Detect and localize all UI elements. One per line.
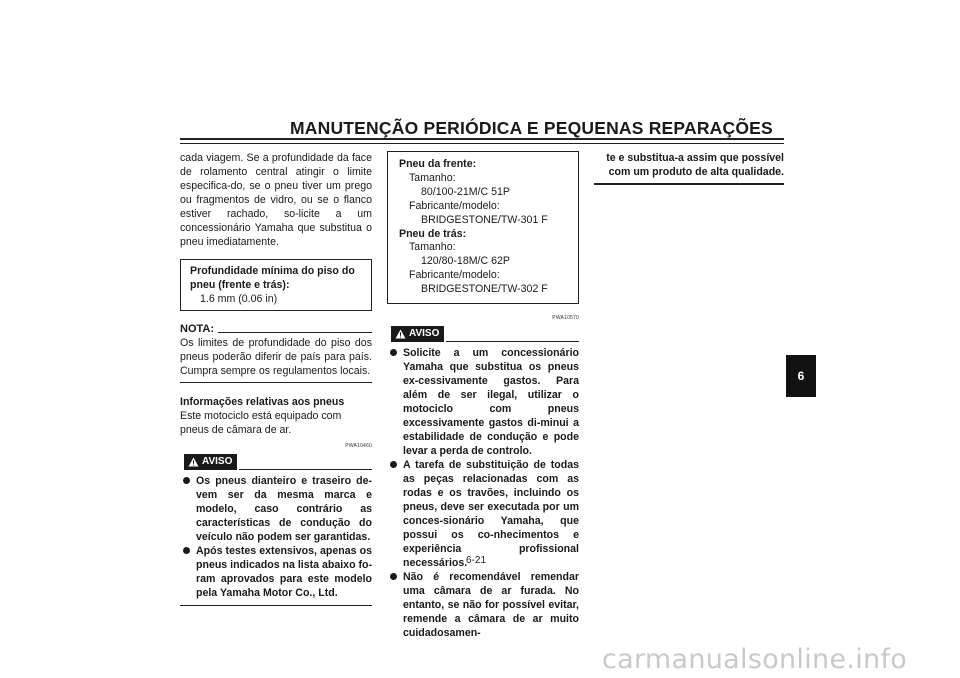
- min-depth-value: 1.6 mm (0.06 in): [200, 293, 278, 305]
- rear-tire-label: Pneu de trás:: [399, 227, 467, 240]
- section-heading: Informações relativas aos pneus: [180, 396, 345, 408]
- warning-list: [387, 346, 579, 640]
- warning-code: PWA10570: [552, 315, 579, 322]
- column-1: [180, 151, 372, 606]
- warning-code: PWA10460: [345, 443, 372, 449]
- watermark: carmanualsonline.info: [602, 644, 908, 675]
- warning-end-rule: [594, 183, 784, 185]
- rear-size-label: Tamanho:: [409, 241, 456, 254]
- warning-rule: [239, 469, 372, 470]
- warning-badge: [391, 326, 444, 342]
- warning-label: AVISO: [202, 456, 233, 467]
- warning-end-rule: [180, 605, 372, 606]
- page-number: 6-21: [466, 555, 487, 566]
- nota-rule: [218, 332, 372, 333]
- front-maker-label: Fabricante/modelo:: [409, 199, 500, 212]
- list-item: Após testes extensivos, apenas os pneus indicados na lista abaixo fo-ram aprovados para este modelo pela Yamaha Motor Co., Ltd.: [180, 544, 372, 600]
- list-item: Solicite a um concessionário Yamaha que substitua os pneus ex-cessivamente gastos. Para além de ser ilegal, utilizar o motociclo com pneus excessivamente gastos di-minui a estabilidade de condução e pode levar a perda de controlo.: [387, 346, 579, 458]
- warning-triangle-icon: [188, 457, 199, 467]
- nota-text: Os limites de profundidade do piso dos pneus poderão diferir de país para país. Cumpra sempre os regulamentos locais.: [180, 337, 372, 377]
- list-item: Os pneus dianteiro e traseiro de-vem ser da mesma marca e modelo, caso contrário as características de condução do veículo não podem ser garantidas.: [180, 474, 372, 544]
- warning-list: [180, 474, 372, 600]
- header-rule: [180, 138, 784, 140]
- min-depth-box: [180, 259, 372, 311]
- min-depth-title: Profundidade mínima do piso do pneu (frente e trás):: [190, 265, 355, 291]
- tire-spec-box: [387, 151, 579, 304]
- front-tire-label: Pneu da frente:: [399, 158, 477, 170]
- chapter-tab[interactable]: 6: [786, 355, 816, 397]
- front-maker-value: BRIDGESTONE/TW-301 F: [421, 213, 548, 226]
- rear-size-value: 120/80-18M/C 62P: [421, 255, 510, 268]
- section-text: Este motociclo está equipado com pneus de câmara de ar.: [180, 410, 342, 436]
- warning-triangle-icon: [395, 329, 406, 339]
- nota-end-rule: [180, 382, 372, 383]
- rear-maker-value: BRIDGESTONE/TW-302 F: [421, 283, 548, 296]
- front-size-label: Tamanho:: [409, 171, 456, 184]
- warning-badge: [184, 454, 237, 470]
- warning-label: AVISO: [409, 328, 440, 340]
- intro-paragraph: cada viagem. Se a profundidade da face de rolamento central atingir o limite especifica-do, se o pneu tiver um prego ou fragmentos de vidro, ou se o flanco estiver rachado, so-licite a um concessionário Yamaha que substitua o pneu imediatamente.: [180, 152, 372, 248]
- warning-continuation: te e substitua-a assim que possível com um produto de alta qualidade.: [606, 152, 784, 178]
- warning-rule: [446, 341, 579, 342]
- warning-header: [391, 326, 579, 342]
- list-item: A tarefa de substituição de todas as peças relacionadas com as rodas e os travões, incluindo os pneus, deve ser executada por um conces-sionário Yamaha, que possui os co-nhecimentos e experiência profissional necessários.: [387, 458, 579, 570]
- page-title: MANUTENÇÃO PERIÓDICA E PEQUENAS REPARAÇÕES: [290, 118, 773, 138]
- warning-header: [184, 454, 372, 470]
- column-3: [594, 151, 784, 185]
- column-2: [387, 151, 579, 640]
- header-rule-thin: [180, 143, 784, 144]
- list-item: Não é recomendável remendar uma câmara de ar furada. No entanto, se não for possível evitar, remende a câmara de ar muito cuidadosamen-: [387, 570, 579, 640]
- nota-label: NOTA:: [180, 323, 215, 335]
- front-size-value: 80/100-21M/C 51P: [421, 185, 510, 198]
- nota-header: [180, 322, 372, 336]
- rear-maker-label: Fabricante/modelo:: [409, 269, 500, 282]
